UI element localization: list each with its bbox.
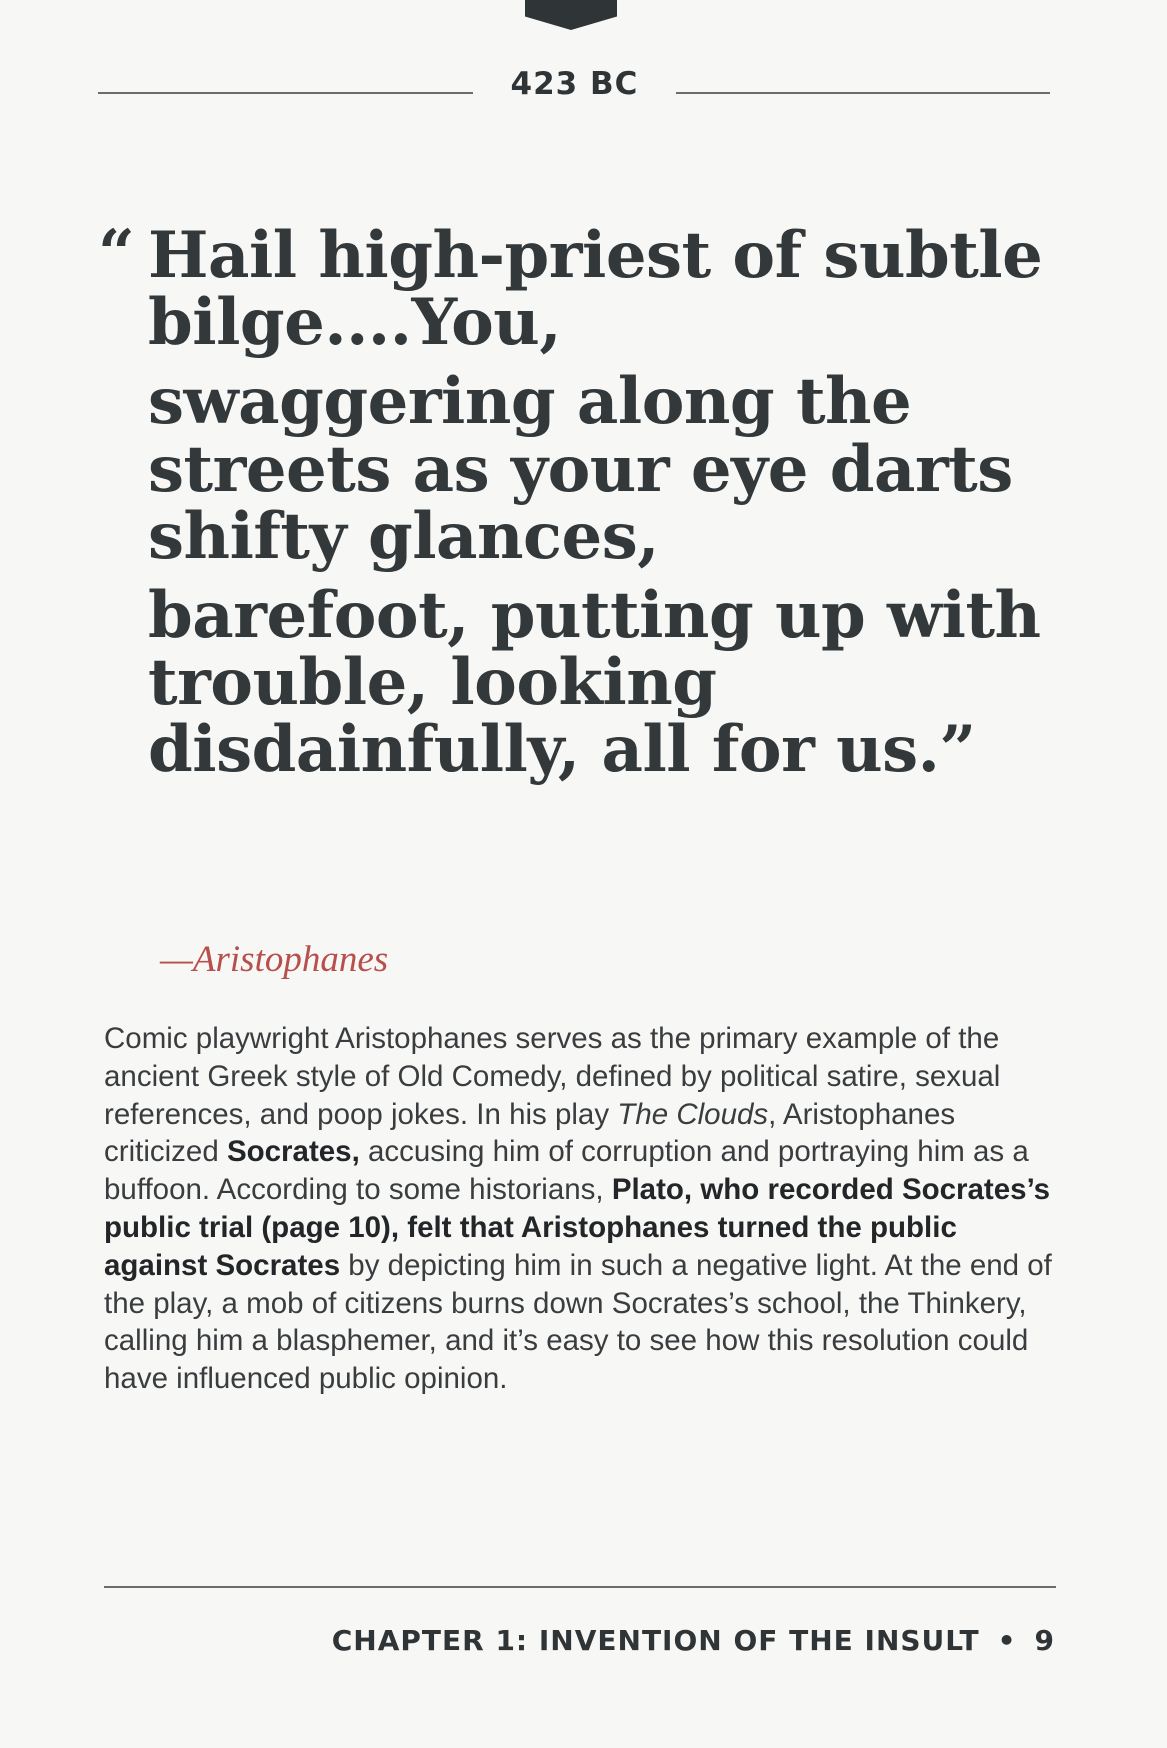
quote-paragraph: Hail high-priest of subtle bilge....You, [148, 218, 1043, 361]
body-text-segment: Comic playwright Aristophanes serves as the primary example of the ancient Greek style of Old Comedy, defined by political satire, sexual references, and poop jokes. In his play [104, 1022, 1001, 1131]
chapter-title: CHAPTER 1: INVENTION OF THE INSULT [331, 1624, 980, 1657]
header-rule-left [98, 92, 473, 94]
quote-attribution: —Aristophanes [160, 939, 389, 980]
body-text-segment: , Aristophanes criticized [104, 1097, 956, 1169]
quote-paragraph: barefoot, putting up with trouble, looking disdainfully, all for us.” [148, 577, 1041, 788]
year-header [98, 62, 1050, 110]
header-rule-right [676, 92, 1050, 94]
year-label: 423 BC [510, 66, 639, 102]
quote-paragraph: swaggering along the streets as your eye darts shifty glances, [148, 364, 1013, 574]
body-bold-segment: Socrates, [226, 1135, 360, 1169]
page-number: 9 [1034, 1624, 1055, 1657]
pull-quote [98, 216, 1048, 796]
chapter-tab-marker [525, 0, 617, 30]
footer-rule [104, 1586, 1056, 1588]
page-footer [332, 1624, 1055, 1657]
body-text-segment: accusing him of corruption and portraying him as a buffoon. According to some historians, [104, 1135, 1029, 1207]
footer-separator: • [997, 1624, 1017, 1657]
play-title: The Clouds [617, 1097, 769, 1131]
body-text-segment: by depicting him in such a negative light. At the end of the play, a mob of citizens burns down Socrates’s school, the Thinkery, calling him a blasphemer, and it’s easy to see how this resolution could have influenced public opinion. [104, 1248, 1052, 1396]
body-bold-segment: Plato, who recorded Socrates’s public trial (page 10), felt that Aristophanes turned the public against Socrates [104, 1173, 1051, 1282]
open-quote-mark: “ [98, 216, 135, 291]
body-paragraph [104, 1020, 1060, 1398]
